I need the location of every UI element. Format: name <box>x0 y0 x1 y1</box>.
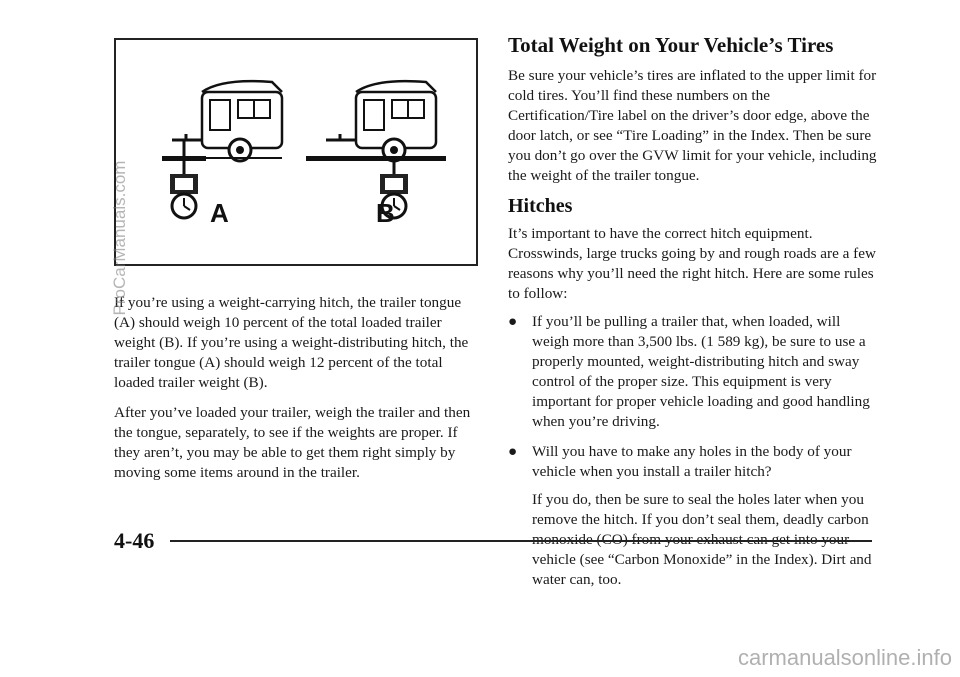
tires-paragraph: Be sure your vehicle’s tires are inflated to the upper limit for cold tires. You’ll find these numbers on the Certification/Tire label on the driver’s door edge, above the door latch, or see “Tire Loading” in the Index. Then be sure you don’t go over the GVW limit for your vehicle, including the weight of the trailer tongue. <box>508 67 877 184</box>
section-heading-tires: Total Weight on Your Vehicle’s Tires <box>508 33 834 57</box>
bullet-icon: ● <box>508 443 518 460</box>
side-watermark-text: ProCarManuals.com <box>110 160 129 316</box>
bullet-subparagraph: If you do, then be sure to seal the holes later when you remove the hitch. If you don’t seal them, deadly carbon vehicle (see “Carbon Monoxide” in the Index). Dirt and water can, too. <box>532 491 872 588</box>
footer-watermark: carmanualsonline.info <box>737 645 952 670</box>
footer-rule <box>170 540 872 542</box>
figure-label-b: B <box>376 198 395 228</box>
bullet-text: Will you have to make any holes in the body of your vehicle when you install a trailer hitch? <box>532 443 852 480</box>
hitch-weight-paragraph: If you’re using a weight-carrying hitch, the trailer tongue (A) should weigh 10 percent of the total loaded trailer weight (B). If you’re using a weight-distributing hitch, the trailer tongue (A) should weigh 12 percent of the total loaded trailer weight (B). <box>114 294 469 391</box>
bullet-icon: ● <box>508 313 518 330</box>
list-item <box>508 442 878 590</box>
bullet-text: If you’ll be pulling a trailer that, when loaded, will weigh more than 3,500 lbs. (1 589 kg), be sure to use a properly mounted, weight-distributing hitch and sway control of the proper size. This equipment is very important for proper vehicle loading and good handling when you’re driving. <box>532 313 870 430</box>
figure-label-a: A <box>210 198 229 228</box>
right-column-text <box>508 32 878 600</box>
weigh-trailer-paragraph: After you’ve loaded your trailer, weigh the trailer and then the tongue, separately, to see if the weights are proper. If they aren’t, you may be able to get them right simply by moving some items around in the trailer. <box>114 404 471 481</box>
left-column-text <box>114 293 484 493</box>
side-watermark <box>108 100 132 380</box>
hitches-intro-paragraph: It’s important to have the correct hitch equipment. Crosswinds, large trucks going by and rough roads are a few reasons why you’ll need the right hitch. Here are some rules to follow: <box>508 225 876 302</box>
list-item <box>508 312 878 432</box>
section-heading-hitches: Hitches <box>508 195 573 217</box>
trailer-weight-figure <box>114 38 478 266</box>
page-number: 4-46 <box>114 528 155 553</box>
trailer-scale-illustration <box>116 40 476 264</box>
